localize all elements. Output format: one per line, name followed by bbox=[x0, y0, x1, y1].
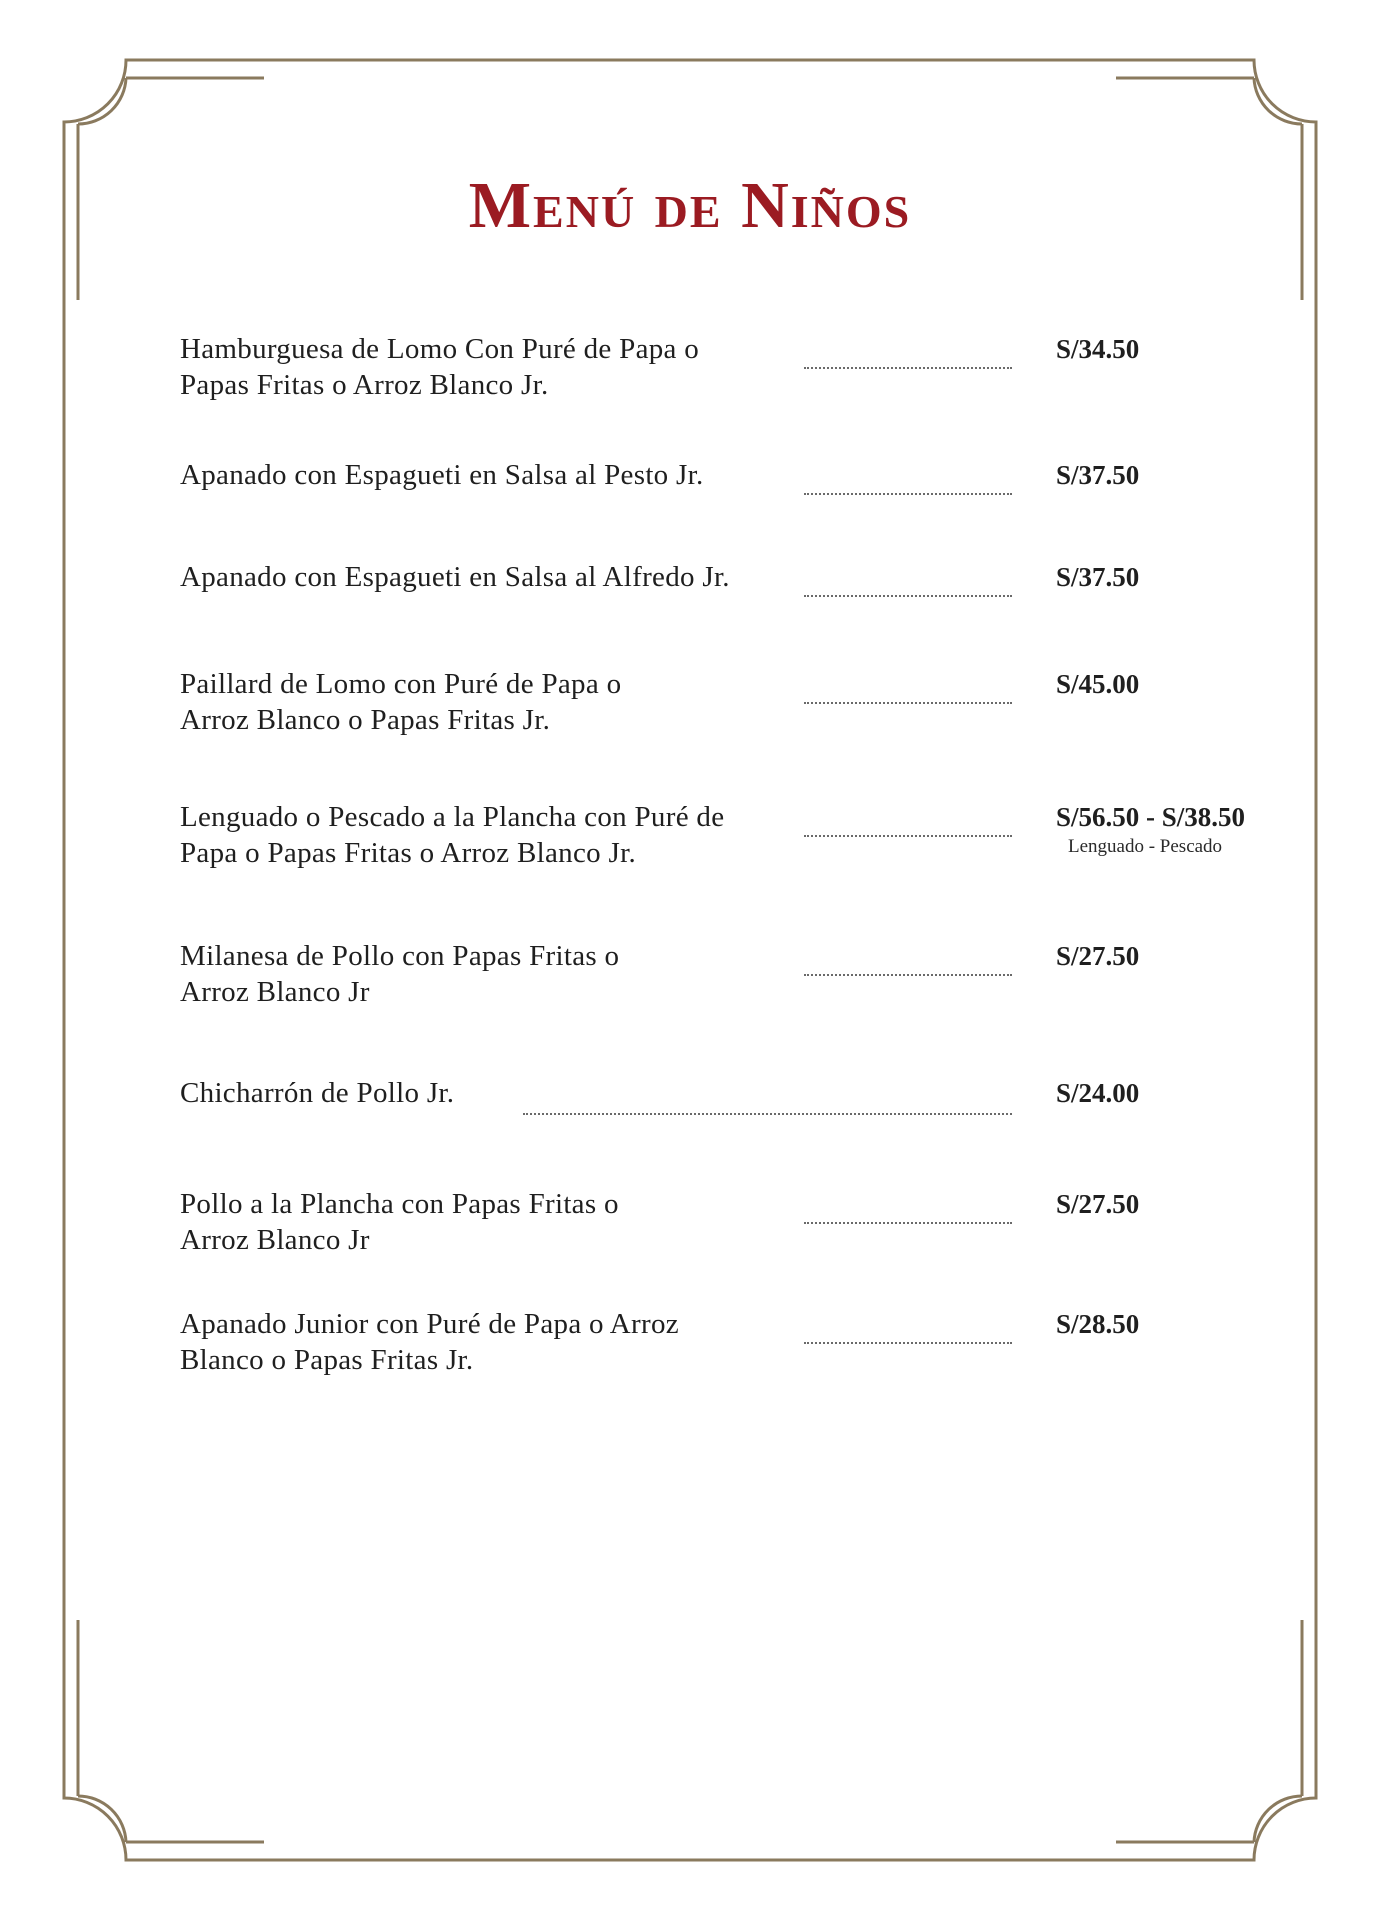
item-price: S/34.50 bbox=[1056, 334, 1140, 364]
item-price: S/37.50 bbox=[1056, 460, 1140, 490]
item-name-line: Paillard de Lomo con Puré de Papa o bbox=[180, 668, 622, 700]
menu-item bbox=[0, 938, 1380, 1058]
item-price: S/27.50 bbox=[1056, 941, 1140, 971]
item-name-line: Arroz Blanco Jr bbox=[180, 1224, 370, 1256]
item-name-line: Milanesa de Pollo con Papas Fritas o bbox=[180, 940, 620, 972]
item-name-line: Blanco o Papas Fritas Jr. bbox=[180, 1344, 474, 1376]
item-price: S/45.00 bbox=[1056, 669, 1140, 699]
item-name bbox=[180, 666, 800, 738]
item-name-line: Papas Fritas o Arroz Blanco Jr. bbox=[180, 369, 549, 401]
item-name-line: Arroz Blanco o Papas Fritas Jr. bbox=[180, 704, 551, 736]
menu-item bbox=[0, 666, 1380, 786]
dot-leader bbox=[804, 1222, 1012, 1224]
item-name-line: Hamburguesa de Lomo Con Puré de Papa o bbox=[180, 333, 700, 365]
item-name-line: Lenguado o Pescado a la Plancha con Puré de bbox=[180, 801, 725, 833]
dot-leader bbox=[804, 493, 1012, 495]
item-name bbox=[180, 457, 800, 493]
item-price: S/24.00 bbox=[1056, 1078, 1140, 1108]
item-name bbox=[180, 1075, 800, 1111]
item-name-line: Arroz Blanco Jr bbox=[180, 976, 370, 1008]
dot-leader bbox=[523, 1113, 1012, 1115]
item-name bbox=[180, 1306, 800, 1378]
menu-item bbox=[0, 1306, 1380, 1426]
item-price: S/27.50 bbox=[1056, 1189, 1140, 1219]
dot-leader bbox=[804, 367, 1012, 369]
item-name-line: Papa o Papas Fritas o Arroz Blanco Jr. bbox=[180, 837, 637, 869]
menu-item bbox=[0, 559, 1380, 679]
menu-item bbox=[0, 1075, 1380, 1195]
menu-item bbox=[0, 331, 1380, 451]
item-name bbox=[180, 799, 800, 871]
item-name-line: Apanado con Espagueti en Salsa al Alfredo Jr. bbox=[180, 561, 730, 593]
item-name-line: Apanado con Espagueti en Salsa al Pesto Jr. bbox=[180, 459, 704, 491]
dot-leader bbox=[804, 835, 1012, 837]
item-price: S/28.50 bbox=[1056, 1309, 1140, 1339]
dot-leader bbox=[804, 595, 1012, 597]
dot-leader bbox=[804, 1342, 1012, 1344]
item-name bbox=[180, 331, 800, 403]
price-note: Lenguado - Pescado bbox=[1068, 836, 1223, 857]
item-price: S/56.50 - S/38.50 bbox=[1056, 802, 1246, 832]
menu-item bbox=[0, 1186, 1380, 1306]
item-name-line: Chicharrón de Pollo Jr. bbox=[180, 1077, 455, 1109]
menu-item bbox=[0, 799, 1380, 919]
item-name-line: Pollo a la Plancha con Papas Fritas o bbox=[180, 1188, 619, 1220]
item-price: S/37.50 bbox=[1056, 562, 1140, 592]
page-title: Menú de Niños bbox=[468, 169, 912, 242]
item-name bbox=[180, 938, 800, 1010]
dot-leader bbox=[804, 702, 1012, 704]
item-name-line: Apanado Junior con Puré de Papa o Arroz bbox=[180, 1308, 679, 1340]
dot-leader bbox=[804, 974, 1012, 976]
item-name bbox=[180, 1186, 800, 1258]
item-name bbox=[180, 559, 840, 595]
